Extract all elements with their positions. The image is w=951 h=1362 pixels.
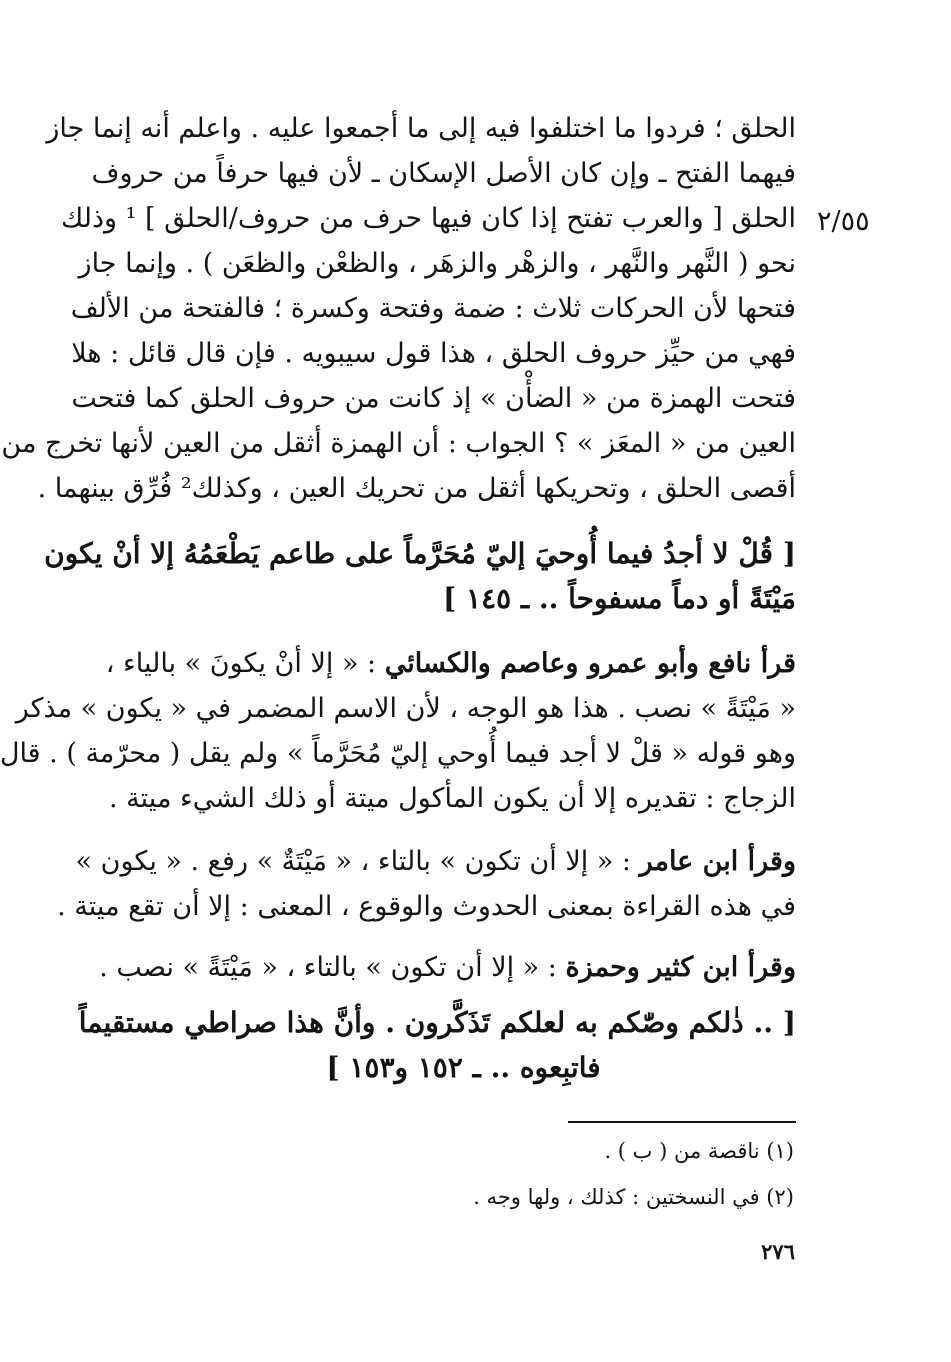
text-line: أقصى الحلق ، وتحريكها أثقل من تحريك العين ، وكذلك² فُرِّق بينهما . xyxy=(37,473,796,504)
text-line: الحلق ؛ فردوا ما اختلفوا فيه إلى ما أجمعوا عليه . واعلم أنه إنما جاز xyxy=(46,113,796,144)
reading-paragraph-1 xyxy=(0,641,796,821)
text-line: الحلق [ والعرب تفتح إذا كان فيها حرف من حروف/الحلق ] ¹ وذلك xyxy=(61,203,796,234)
text-line xyxy=(99,945,796,990)
verse-line: [ .. ذٰلكم وصّٰكم به لعلكم تَذَكَّرون . وأنَّ هذا صراطي مستقيماً xyxy=(78,1006,796,1039)
reading-text: : « إلا أن تكون » بالتاء ، « مَيْتَةً » نصب . xyxy=(99,952,566,983)
text-line: في هذه القراءة بمعنى الحدوث والوقوع ، المعنى : إلا أن تقع ميتة . xyxy=(57,891,796,922)
readers-names: قرأ نافع وأبو عمرو وعاصم والكسائي xyxy=(384,648,796,679)
text-line: فتحت الهمزة من « الضأْن » إذ كانت من حروف الحلق كما فتحت xyxy=(71,383,796,414)
text-line xyxy=(75,839,796,884)
text-line: « مَيْتَةً » نصب . هذا هو الوجه ، لأن الاسم المضمر في « يكون » مذكر xyxy=(15,693,796,724)
verse-line: فاتبِعوه .. ـ ١٥٢ و١٥٣ ] xyxy=(326,1051,601,1084)
text-line: نحو ( النَّهر والنَّهر ، والزهْر والزهَر ، والظعْن والظعَن ) . وإنما جاز xyxy=(78,248,796,279)
margin-reference: ٢/٥٥ xyxy=(817,206,870,237)
text-line xyxy=(105,641,796,686)
text-line: فيهما الفتح ـ وإن كان الأصل الإسكان ـ لأن فيها حرفاً من حروف xyxy=(91,158,796,189)
verse-line: مَيْتَةً أو دماً مسفوحاً .. ـ ١٤٥ ] xyxy=(443,582,796,615)
text-line: العين من « المعَز » ؟ الجواب : أن الهمزة أثقل من العين لأنها تخرج من xyxy=(1,428,796,459)
footnotes xyxy=(129,1128,794,1220)
readers-names: وقرأ ابن عامر xyxy=(639,846,796,877)
text-line: فتحها لأن الحركات ثلاث : ضمة وفتحة وكسرة ؛ فالفتحة من الألف xyxy=(70,293,796,324)
reading-paragraph-2 xyxy=(57,839,796,929)
reading-paragraph-3 xyxy=(99,945,796,990)
text-line: فهي من حيِّز حروف الحلق ، هذا قول سيبويه . فإن قال قائل : هلا xyxy=(71,338,796,369)
footnote: (١) ناقصة من ( ب ) . xyxy=(604,1139,794,1163)
footnote-separator xyxy=(568,1121,796,1123)
reading-text: : « إلا أن تكون » بالتاء ، « مَيْتَةٌ » رفع . « يكون » xyxy=(75,846,640,877)
quran-verse-152-153 xyxy=(78,1000,796,1090)
page-number: ٢٧٦ xyxy=(761,1239,795,1264)
footnote: (٢) في النسختين : كذلك ، ولها وجه . xyxy=(473,1185,794,1209)
intro-paragraph xyxy=(1,106,796,511)
quran-verse-145 xyxy=(44,531,796,621)
reading-text: : « إلا أنْ يكونَ » بالياء ، xyxy=(105,648,385,679)
verse-line: [ قُلْ لا أجدُ فيما أُوحيَ إليّ مُحَرَّماً على طاعم يَطْعَمُهُ إلا أنْ يكون xyxy=(44,537,796,570)
readers-names: وقرأ ابن كثير وحمزة xyxy=(565,952,796,983)
text-line: وهو قوله « قلْ لا أجد فيما أُوحي إليّ مُحَرَّماً » ولم يقل ( محرّمة ) . قال xyxy=(0,738,796,769)
text-line: الزجاج : تقديره إلا أن يكون المأكول ميتة أو ذلك الشيء ميتة . xyxy=(109,783,796,814)
